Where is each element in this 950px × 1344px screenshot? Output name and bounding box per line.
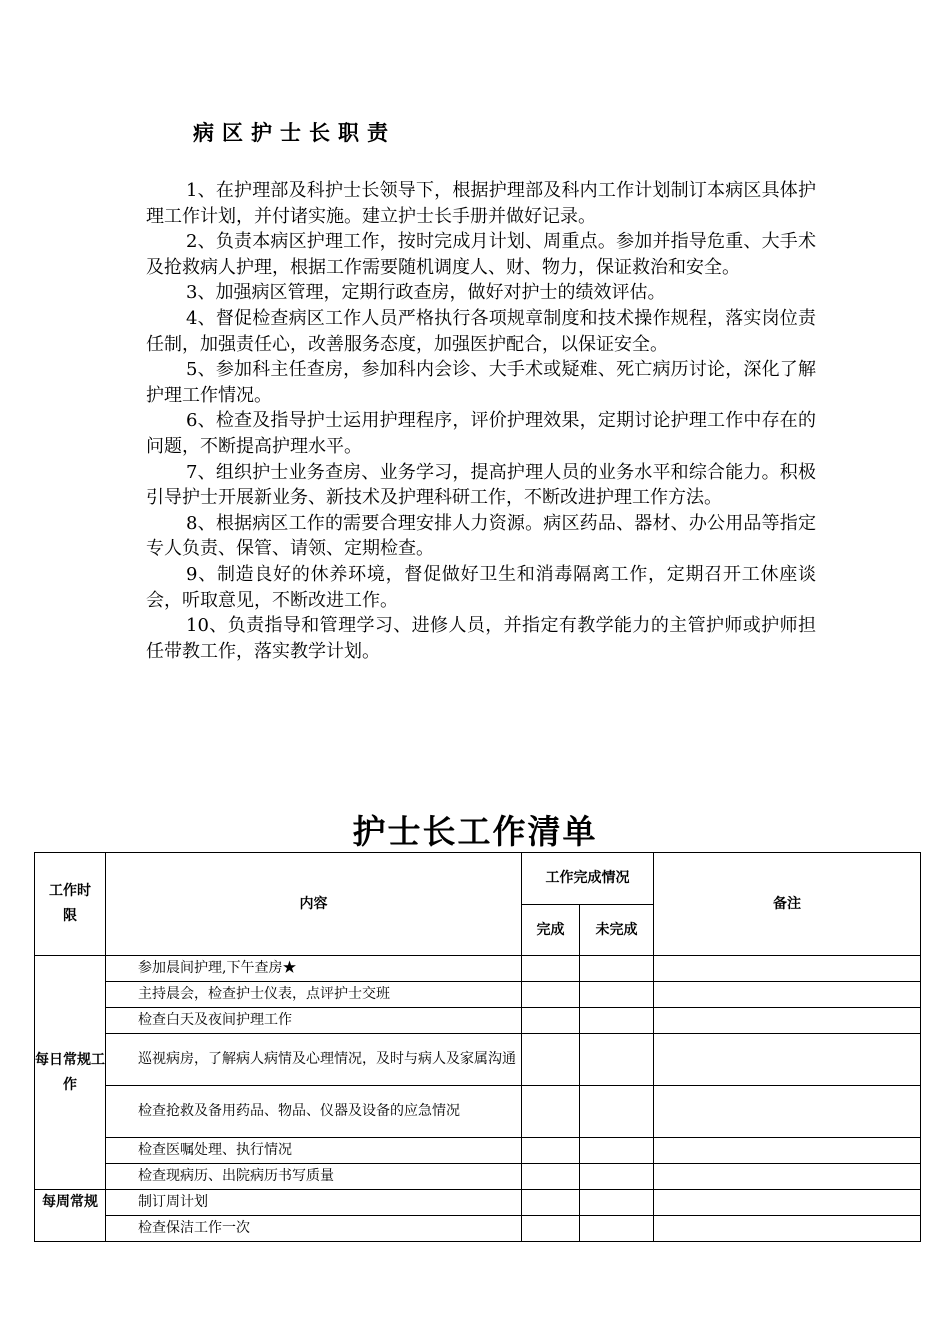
task-item: 巡视病房，了解病人病情及心理情况，及时与病人及家属沟通 [106,1034,522,1086]
not-done-cell [580,1034,654,1086]
done-cell [522,1190,580,1216]
done-cell [522,982,580,1008]
work-list-table [34,852,921,1242]
done-cell [522,1164,580,1190]
header-period: 工作时限 [35,853,106,956]
daily-period-label: 每日常规工作 [35,956,106,1190]
remarks-cell [654,1008,921,1034]
header-status: 工作完成情况 [522,853,654,905]
duty-item: 10、负责指导和管理学习、进修人员，并指定有教学能力的主管护师或护师担任带教工作，落实教学计划。 [146,615,816,662]
not-done-cell [580,1164,654,1190]
remarks-cell [654,1216,921,1242]
remarks-cell [654,1034,921,1086]
task-item: 检查白天及夜间护理工作 [106,1008,522,1034]
task-item: 检查抢救及备用药品、物品、仪器及设备的应急情况 [106,1086,522,1138]
remarks-cell [654,1190,921,1216]
duty-item: 4、督促检查病区工作人员严格执行各项规章制度和技术操作规程，落实岗位责任制，加强责任心，改善服务态度，加强医护配合，以保证安全。 [146,307,816,355]
duty-item: 6、检查及指导护士运用护理程序，评价护理效果，定期讨论护理工作中存在的问题，不断提高护理水平。 [146,410,816,457]
header-remarks: 备注 [654,853,921,956]
task-item: 参加晨间护理,下午查房★ [106,956,522,982]
duty-item: 5、参加科主任查房，参加科内会诊、大手术或疑难、死亡病历讨论，深化了解护理工作情况。 [146,359,816,406]
table-row [35,982,921,1008]
weekly-period-label: 每周常规 [35,1190,106,1242]
header-not-done: 未完成 [580,905,654,956]
header-content: 内容 [106,853,522,956]
table-row [35,1008,921,1034]
header-done: 完成 [522,905,580,956]
not-done-cell [580,1008,654,1034]
done-cell [522,956,580,982]
duties-title: 病区护士长职责 [193,120,396,145]
remarks-cell [654,1086,921,1138]
done-cell [522,1034,580,1086]
not-done-cell [580,1138,654,1164]
done-cell [522,1008,580,1034]
not-done-cell [580,956,654,982]
remarks-cell [654,1164,921,1190]
duty-item: 7、组织护士业务查房、业务学习，提高护理人员的业务水平和综合能力。积极引导护士开展新业务、新技术及护理科研工作，不断改进护理工作方法。 [146,461,816,509]
task-item: 检查保洁工作一次 [106,1216,522,1242]
duty-item: 3、加强病区管理，定期行政查房，做好对护士的绩效评估。 [186,282,666,304]
duty-item: 2、负责本病区护理工作，按时完成月计划、周重点。参加并指导危重、大手术及抢救病人护理，根据工作需要随机调度人、财、物力，保证救治和安全。 [146,231,816,278]
work-list-title: 护士长工作清单 [352,812,598,851]
not-done-cell [580,1086,654,1138]
remarks-cell [654,1138,921,1164]
table-row [35,1216,921,1242]
done-cell [522,1216,580,1242]
remarks-cell [654,982,921,1008]
table-row [35,956,921,982]
table-row [35,1190,921,1216]
table-row [35,1034,921,1086]
task-item: 检查现病历、出院病历书写质量 [106,1164,522,1190]
table-row [35,1164,921,1190]
not-done-cell [580,982,654,1008]
table-row [35,1138,921,1164]
remarks-cell [654,956,921,982]
duty-item: 8、根据病区工作的需要合理安排人力资源。病区药品、器材、办公用品等指定专人负责、保管、请领、定期检查。 [146,512,816,560]
not-done-cell [580,1216,654,1242]
done-cell [522,1086,580,1138]
duty-item: 1、在护理部及科护士长领导下，根据护理部及科内工作计划制订本病区具体护理工作计划，并付诸实施。建立护士长手册并做好记录。 [146,180,816,227]
duty-item: 9、制造良好的休养环境，督促做好卫生和消毒隔离工作，定期召开工休座谈会，听取意见，不断改进工作。 [146,563,816,611]
task-item: 主持晨会，检查护士仪表，点评护士交班 [106,982,522,1008]
task-item: 检查医嘱处理、执行情况 [106,1138,522,1164]
task-item: 制订周计划 [106,1190,522,1216]
table-row [35,1086,921,1138]
not-done-cell [580,1190,654,1216]
duties-list [146,178,816,664]
done-cell [522,1138,580,1164]
